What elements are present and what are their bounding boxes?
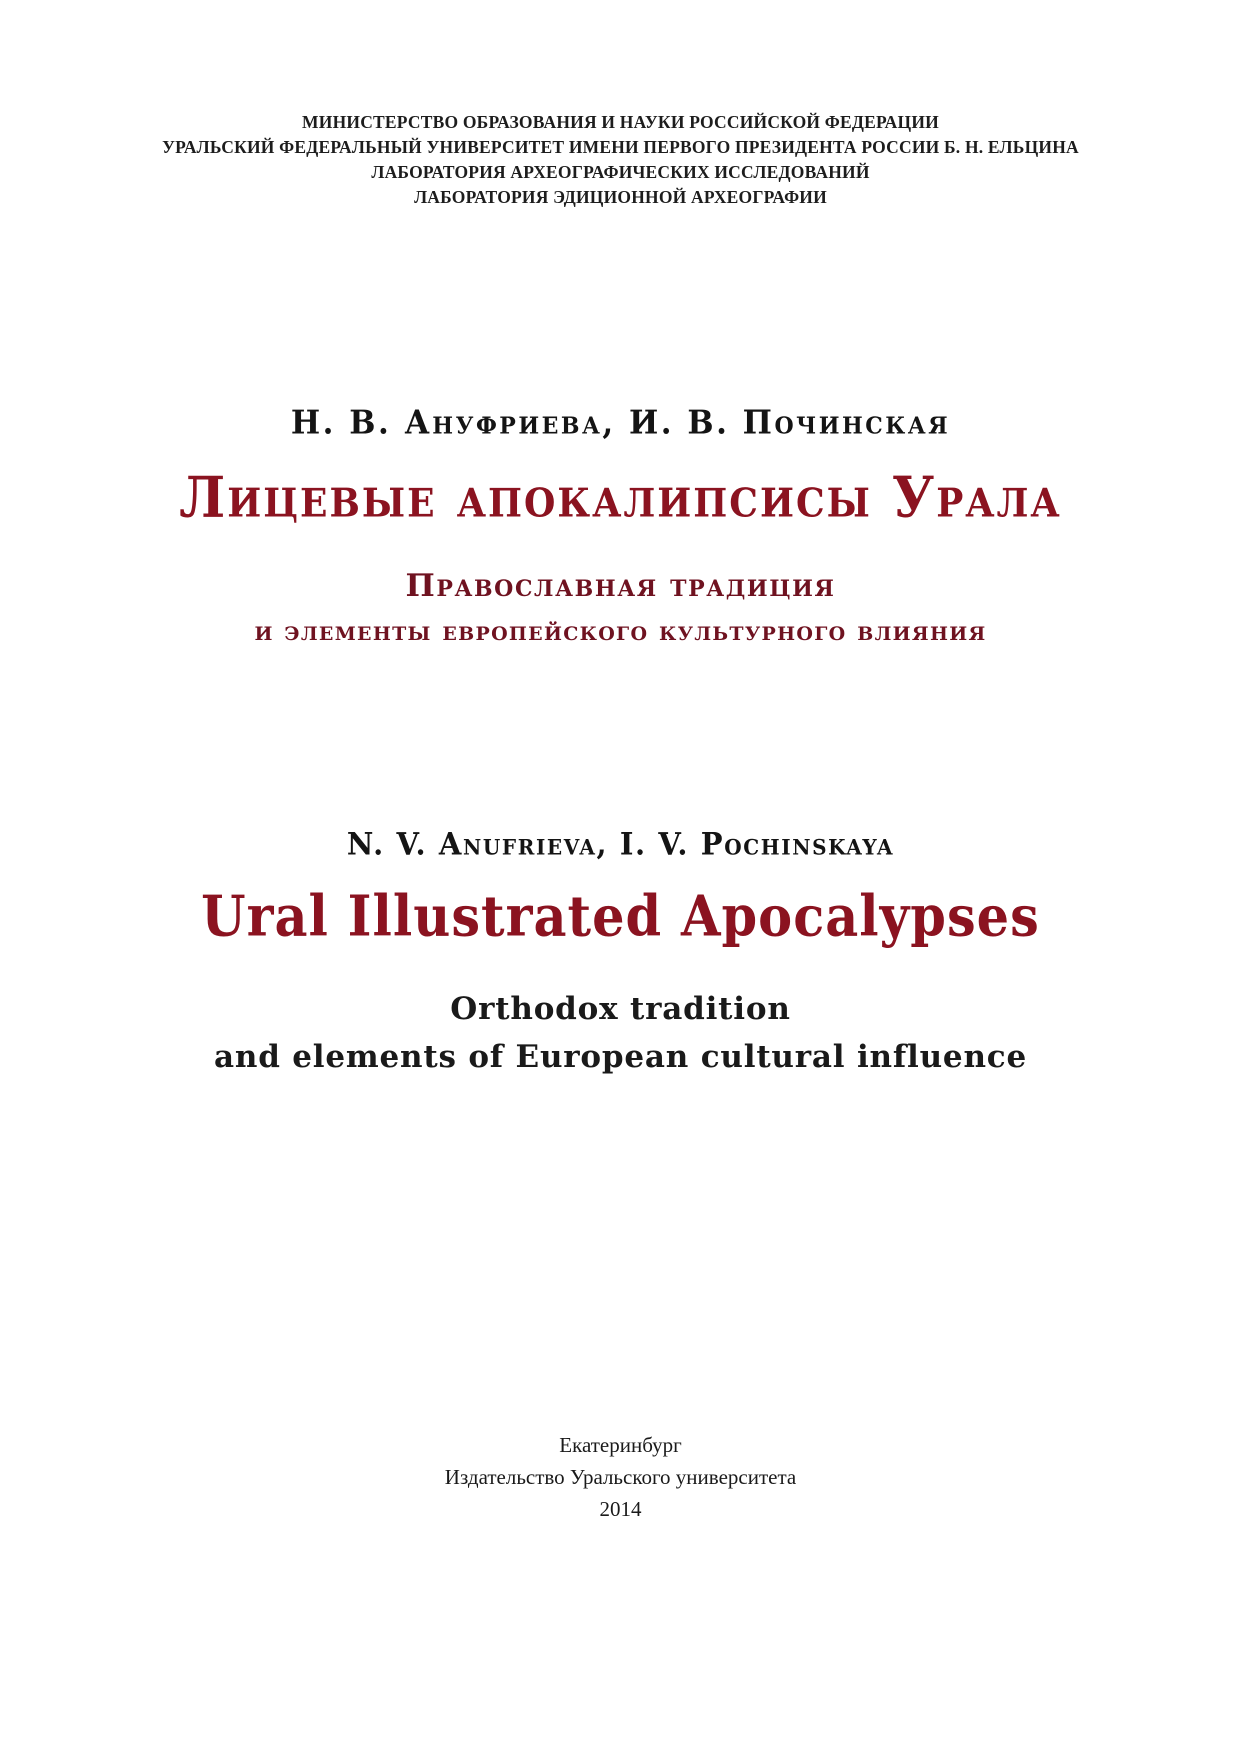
russian-subtitle-line-1: Православная традиция	[405, 568, 836, 605]
footer-publisher: Издательство Уральского университета	[444, 1465, 797, 1490]
imprint-line-ministry: МИНИСТЕРСТВО ОБРАЗОВАНИЯ И НАУКИ РОССИЙСКОЙ ФЕДЕРАЦИИ	[302, 112, 939, 132]
publisher-footer	[0, 1430, 1241, 1526]
russian-subtitle-line-2: и элементы европейского культурного влияния	[254, 616, 987, 648]
english-subtitle-line-2: and elements of European cultural influence	[213, 1039, 1027, 1076]
imprint-line-university: УРАЛЬСКИЙ ФЕДЕРАЛЬНЫЙ УНИВЕРСИТЕТ ИМЕНИ ПЕРВОГО ПРЕЗИДЕНТА РОССИИ Б. Н. ЕЛЬЦИНА	[162, 136, 1079, 157]
english-authors: N. V. Anufrieva, I. V. Pochinskaya	[346, 826, 895, 863]
english-title: Ural Illustrated Apocalypses	[201, 884, 1040, 951]
russian-title-block	[110, 405, 1131, 647]
english-subtitle-line-1: Orthodox tradition	[450, 991, 791, 1028]
footer-city: Екатеринбург	[559, 1433, 682, 1458]
russian-authors: Н. В. Ануфриева, И. В. Починская	[290, 404, 951, 443]
footer-year: 2014	[599, 1497, 642, 1522]
russian-title: Лицевые апокалипсисы Урала	[179, 464, 1062, 531]
imprint-block	[110, 110, 1131, 209]
english-title-block	[110, 827, 1131, 1075]
imprint-line-lab-archeographic: ЛАБОРАТОРИЯ АРХЕОГРАФИЧЕСКИХ ИССЛЕДОВАНИЙ	[371, 161, 870, 182]
imprint-line-lab-edition: ЛАБОРАТОРИЯ ЭДИЦИОННОЙ АРХЕОГРАФИИ	[414, 186, 827, 207]
